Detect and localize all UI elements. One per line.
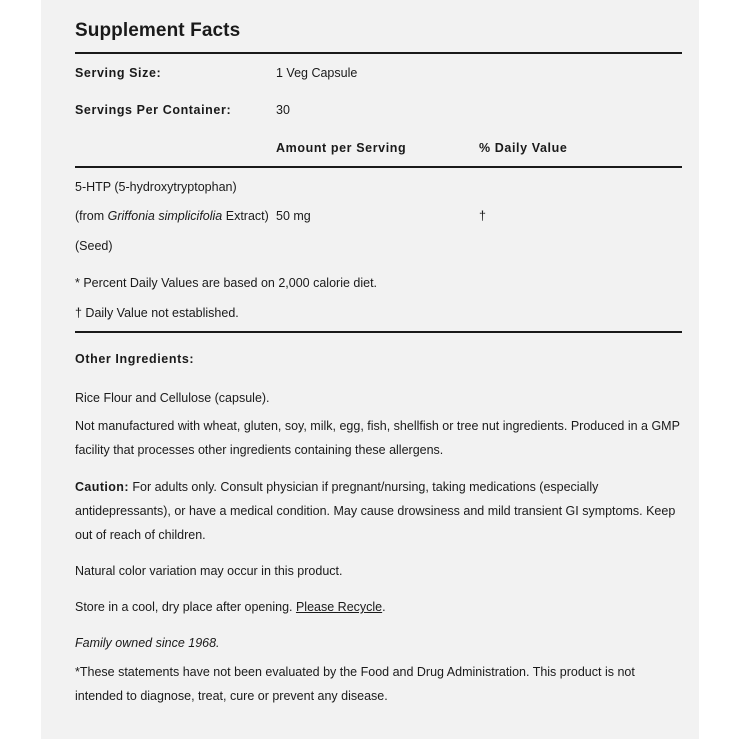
please-recycle-link[interactable]: Please Recycle bbox=[295, 600, 383, 614]
ingredient-name-line2: (from Griffonia simplicifolia Extract) bbox=[75, 209, 269, 223]
daily-value-header: % Daily Value bbox=[479, 141, 568, 155]
family-owned-note: Family owned since 1968. bbox=[75, 636, 220, 650]
page-title: Supplement Facts bbox=[75, 20, 241, 41]
amount-per-serving-header: Amount per Serving bbox=[276, 141, 407, 155]
serving-size-label: Serving Size: bbox=[75, 66, 162, 80]
servings-per-container-label: Servings Per Container: bbox=[75, 103, 232, 117]
other-ingredients-text: Rice Flour and Cellulose (capsule). bbox=[75, 391, 270, 405]
ingredient-name-line1: 5-HTP (5-hydroxytryptophan) bbox=[75, 180, 237, 194]
title-divider bbox=[75, 52, 682, 54]
servings-per-container-value: 30 bbox=[276, 103, 290, 117]
fda-disclaimer: *These statements have not been evaluated by the Food and Drug Administration. This product is not intended to diagnose, treat, cure or prevent any disease. bbox=[75, 665, 635, 703]
ingredient-amount: 50 mg bbox=[276, 209, 311, 223]
ingredient-daily-value: † bbox=[479, 209, 486, 223]
footnote-daily-values: * Percent Daily Values are based on 2,000 calorie diet. bbox=[75, 276, 378, 290]
facts-bottom-divider bbox=[75, 331, 682, 333]
caution-label: Caution: bbox=[75, 480, 129, 494]
header-divider bbox=[75, 166, 682, 168]
serving-size-value: 1 Veg Capsule bbox=[276, 66, 358, 80]
ingredient-name-line3: (Seed) bbox=[75, 239, 113, 253]
footnote-not-established: † Daily Value not established. bbox=[75, 306, 239, 320]
other-ingredients-heading: Other Ingredients: bbox=[75, 352, 195, 366]
storage-statement: Store in a cool, dry place after opening. Please Recycle. bbox=[75, 600, 386, 614]
color-variation-note: Natural color variation may occur in this product. bbox=[75, 564, 343, 578]
caution-statement: Caution: For adults only. Consult physician if pregnant/nursing, taking medications (especially antidepressants), or have a medical condition. May cause drowsiness and mild transient GI symptoms. Keep out of reach of children. bbox=[75, 480, 676, 542]
allergen-statement: Not manufactured with wheat, gluten, soy, milk, egg, fish, shellfish or tree nut ingredients. Produced in a GMP facility that processes other ingredients containing these allergens. bbox=[75, 419, 680, 457]
